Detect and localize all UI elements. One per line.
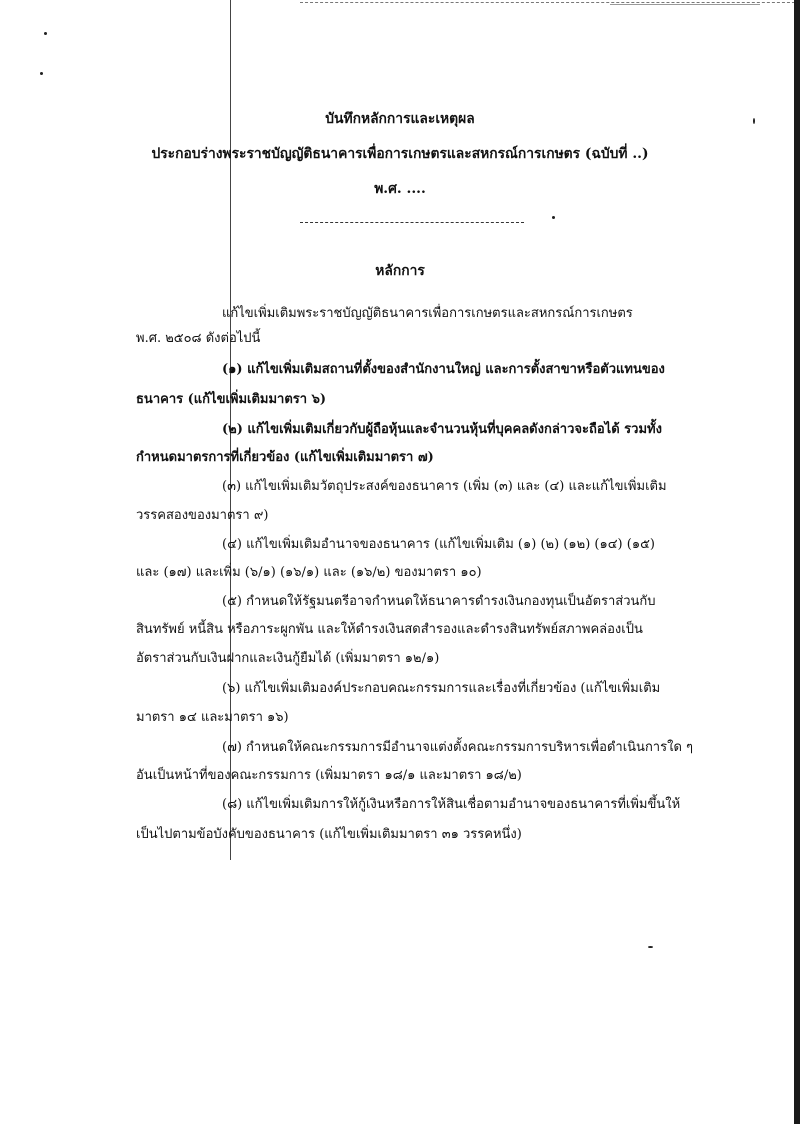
item-3-line-2: วรรคสองของมาตรา ๙) bbox=[136, 508, 269, 523]
scan-speck bbox=[44, 32, 47, 35]
header-divider bbox=[300, 222, 524, 223]
item-4-line-1: (๔) แก้ไขเพิ่มเติมอำนาจของธนาคาร (แก้ไขเพิ่มเติม (๑) (๒) (๑๒) (๑๔) (๑๕) bbox=[222, 537, 655, 552]
scan-edge-top bbox=[300, 2, 800, 3]
item-1-line-1: (๑) แก้ไขเพิ่มเติมสถานที่ตั้งของสำนักงานใหญ่ และการตั้งสาขาหรือตัวแทนของ bbox=[222, 362, 665, 377]
document-title: บันทึกหลักการและเหตุผล bbox=[325, 111, 475, 127]
item-5-line-1: (๕) กำหนดให้รัฐมนตรีอาจกำหนดให้ธนาคารดำรงเงินกองทุนเป็นอัตราส่วนกับ bbox=[222, 594, 656, 609]
scan-edge-right bbox=[794, 0, 800, 1124]
item-6-line-2: มาตรา ๑๔ และมาตรา ๑๖) bbox=[136, 710, 289, 725]
item-7-line-2: อันเป็นหน้าที่ของคณะกรรมการ (เพิ่มมาตรา ๑๘/๑ และมาตรา ๑๘/๒) bbox=[136, 768, 522, 783]
section-heading: หลักการ bbox=[375, 263, 425, 279]
item-3-line-1: (๓) แก้ไขเพิ่มเติมวัตถุประสงค์ของธนาคาร (เพิ่ม (๓) และ (๔) และแก้ไขเพิ่มเติม bbox=[222, 479, 667, 494]
item-5-line-3: อัตราส่วนกับเงินฝากและเงินกู้ยืมได้ (เพิ่มมาตรา ๑๒/๑) bbox=[136, 651, 440, 666]
item-6-line-1: (๖) แก้ไขเพิ่มเติมองค์ประกอบคณะกรรมการและเรื่องที่เกี่ยวข้อง (แก้ไขเพิ่มเติม bbox=[222, 681, 661, 696]
item-1-line-2: ธนาคาร (แก้ไขเพิ่มเติมมาตรา ๖) bbox=[136, 392, 327, 407]
item-7-line-1: (๗) กำหนดให้คณะกรรมการมีอำนาจแต่งตั้งคณะกรรมการบริหารเพื่อดำเนินการใด ๆ bbox=[222, 740, 693, 755]
scan-speck bbox=[648, 946, 653, 948]
scan-speck bbox=[40, 72, 43, 75]
item-8-line-1: (๘) แก้ไขเพิ่มเติมการให้กู้เงินหรือการให้สินเชื่อตามอำนาจของธนาคารที่เพิ่มขึ้นให้ bbox=[222, 797, 681, 812]
intro-line: พ.ศ. ๒๕๐๘ ดังต่อไปนี้ bbox=[136, 331, 261, 346]
scan-speck bbox=[552, 216, 555, 219]
scan-edge-top-mark bbox=[610, 4, 760, 5]
document-subtitle: ประกอบร่างพระราชบัญญัติธนาคารเพื่อการเกษตรและสหกรณ์การเกษตร (ฉบับที่ ..) bbox=[151, 146, 649, 162]
document-year: พ.ศ. .... bbox=[374, 181, 426, 197]
item-5-line-2: สินทรัพย์ หนี้สิน หรือภาระผูกพัน และให้ดำรงเงินสดสำรองและดำรงสินทรัพย์สภาพคล่องเป็น bbox=[136, 622, 643, 637]
item-8-line-2: เป็นไปตามข้อบังคับของธนาคาร (แก้ไขเพิ่มเติมมาตรา ๓๑ วรรคหนึ่ง) bbox=[136, 827, 522, 842]
intro-line: แก้ไขเพิ่มเติมพระราชบัญญัติธนาคารเพื่อการเกษตรและสหกรณ์การเกษตร bbox=[222, 306, 633, 321]
item-2-line-1: (๒) แก้ไขเพิ่มเติมเกี่ยวกับผู้ถือหุ้นและจำนวนหุ้นที่บุคคลดังกล่าวจะถือได้ รวมทั้ง bbox=[222, 422, 662, 437]
item-4-line-2: และ (๑๗) และเพิ่ม (๖/๑) (๑๖/๑) และ (๑๖/๒) ของมาตรา ๑๐) bbox=[136, 565, 482, 580]
item-2-line-2: กำหนดมาตรการที่เกี่ยวข้อง (แก้ไขเพิ่มเติมมาตรา ๗) bbox=[136, 450, 434, 465]
